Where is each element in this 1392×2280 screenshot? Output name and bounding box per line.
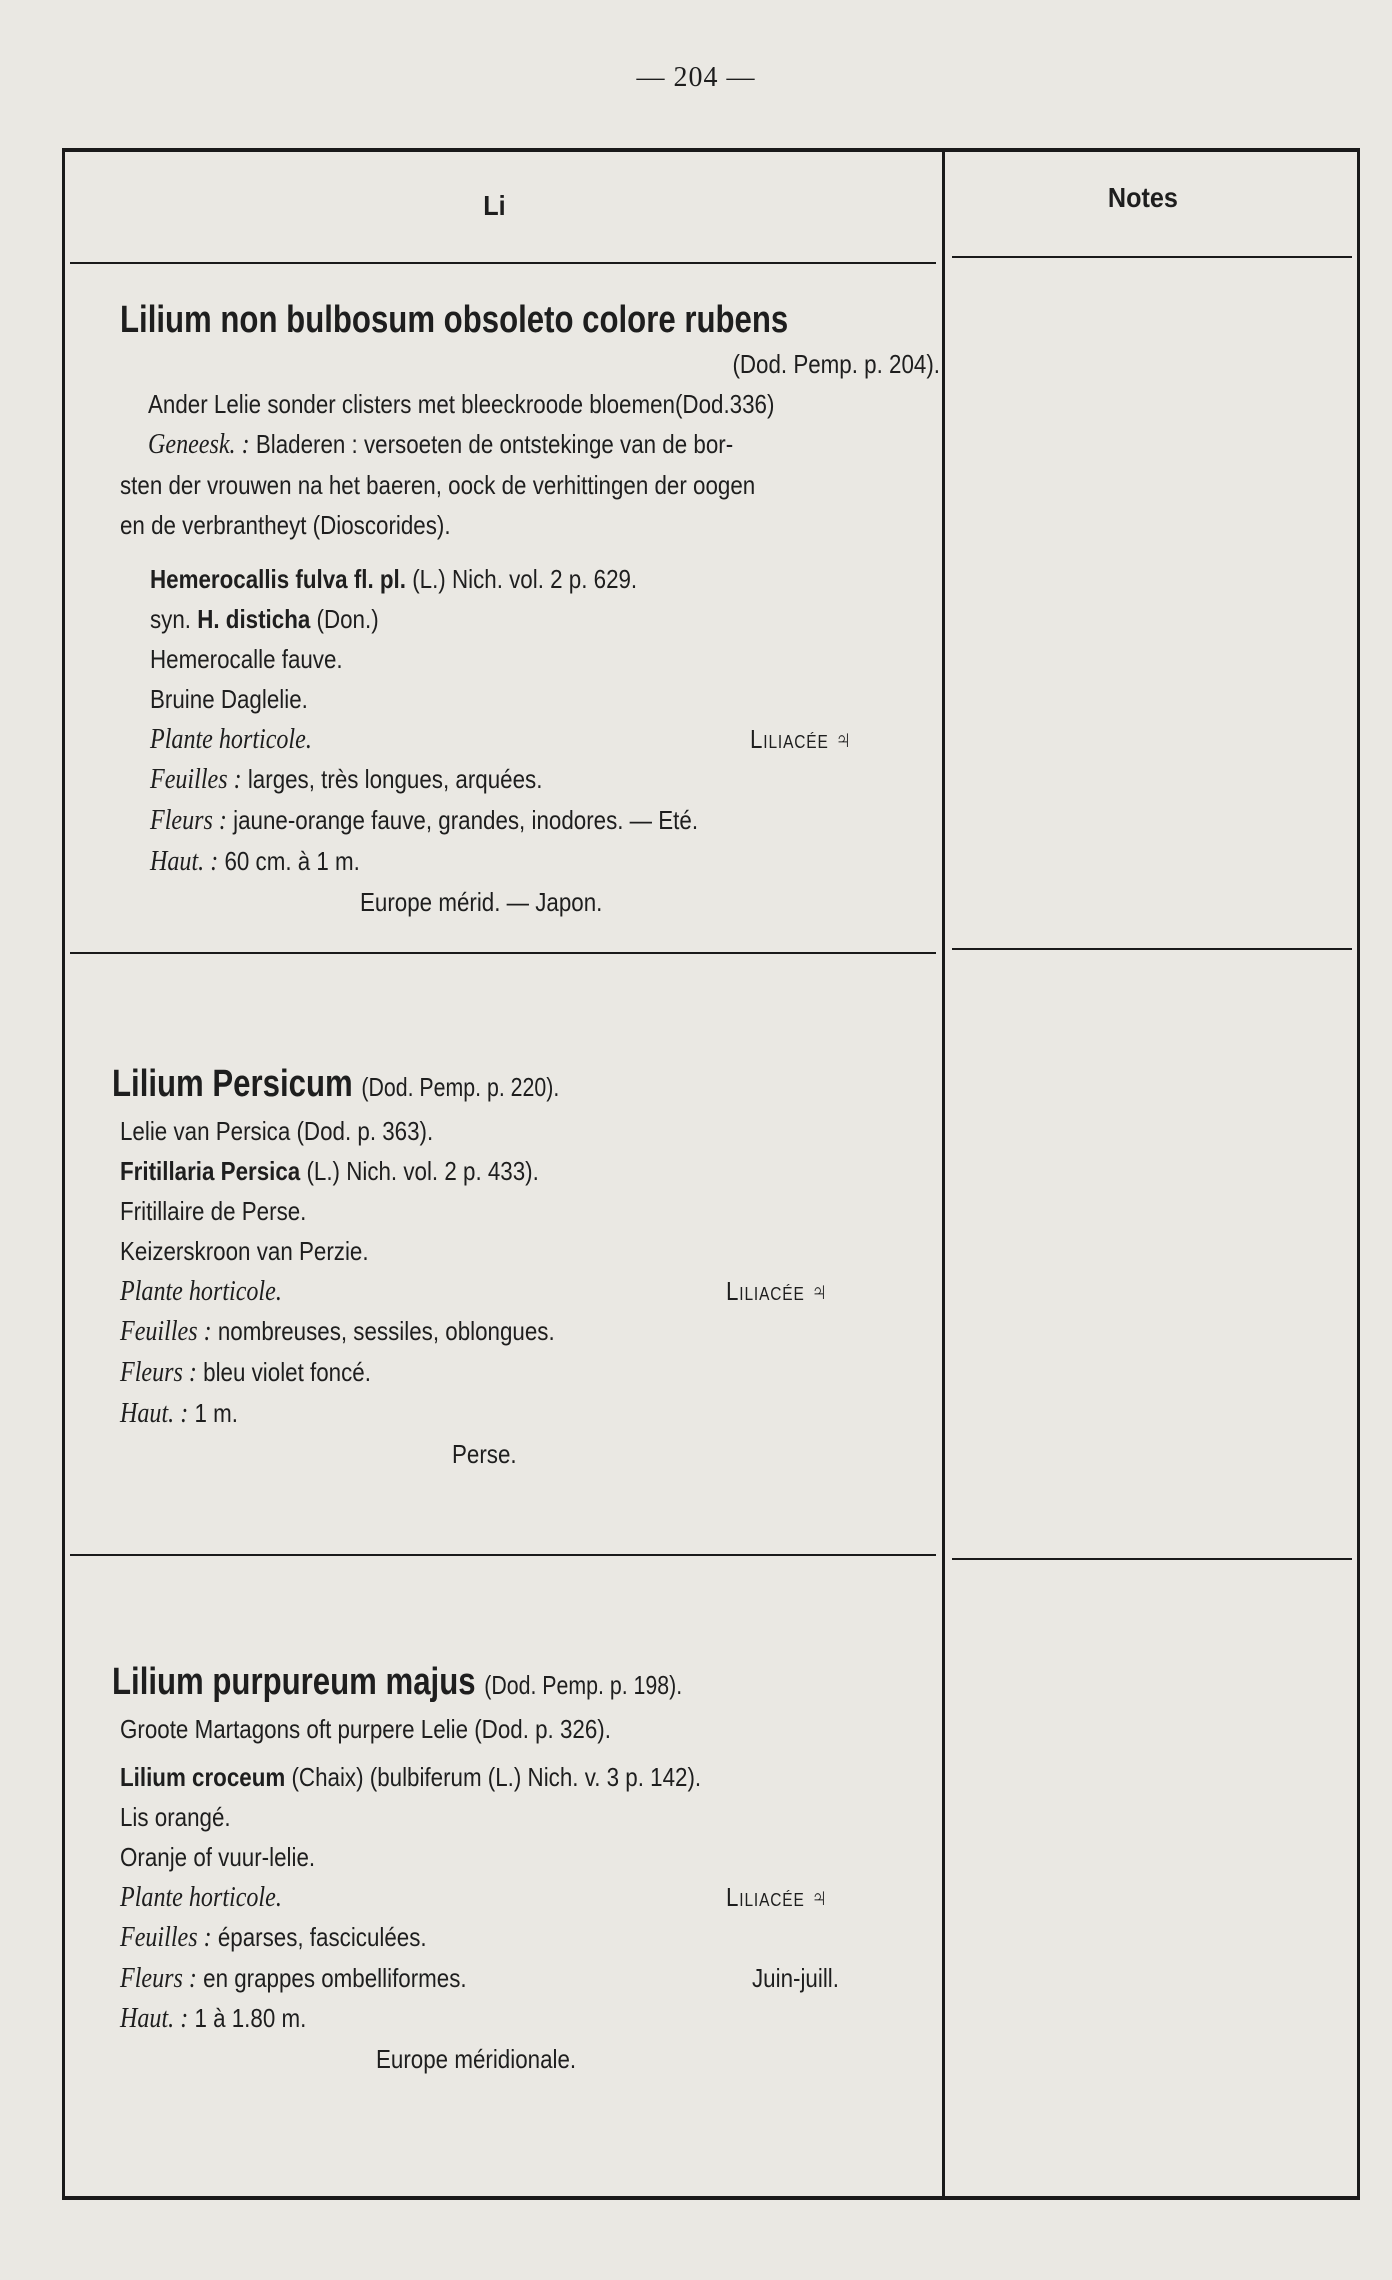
- origin-line: Europe méridionale.: [376, 2044, 577, 2074]
- common-name: Oranje of vuur-lelie.: [120, 1842, 316, 1872]
- entry-title: Lilium non bulbosum obsoleto colore rubens: [120, 299, 789, 341]
- fleurs-line: Fleurs : bleu violet foncé.: [120, 1357, 371, 1388]
- haut-line: Haut. : 1 m.: [120, 1398, 238, 1429]
- haut-line: Haut. : 60 cm. à 1 m.: [150, 846, 360, 877]
- common-name: Bruine Daglelie.: [150, 684, 308, 714]
- fleurs-line: Fleurs : jaune-orange fauve, grandes, inodores. — Eté.: [150, 805, 699, 836]
- entry-2: [112, 1060, 992, 1474]
- flowering-period: Juin-juill.: [752, 1963, 839, 1993]
- common-name: Keizerskroon van Perzie.: [120, 1236, 369, 1266]
- feuilles-line: Feuilles : nombreuses, sessiles, oblongues.: [120, 1316, 555, 1347]
- fleurs-line: Fleurs : en grappes ombelliformes.: [120, 1963, 467, 1994]
- table-left-border: [62, 148, 65, 2200]
- table-bottom-border: [62, 2196, 1360, 2200]
- row-rule-1-right: [952, 948, 1352, 950]
- plante-line: Plante horticole.: [120, 1882, 282, 1913]
- row-rule-2-right: [952, 1558, 1352, 1560]
- row-rule-1-left: [70, 952, 936, 954]
- entry-line: en de verbrantheyt (Dioscorides).: [120, 510, 451, 540]
- header-notes: Notes: [1107, 182, 1178, 213]
- synonym-line: Hemerocallis fulva fl. pl. (L.) Nich. vol. 2 p. 629.: [150, 564, 638, 594]
- entry-line: Geneesk. : Bladeren : versoeten de ontstekinge van de bor-: [148, 429, 734, 460]
- entry-title-ref: (Dod. Pemp. p. 204).: [732, 349, 940, 379]
- family-label: Liliacée ♃: [726, 1882, 828, 1912]
- family-label: Liliacée ♃: [726, 1276, 828, 1306]
- entry-line: sten der vrouwen na het baeren, oock de verhittingen der oogen: [120, 470, 756, 500]
- entry-1: [120, 296, 1000, 922]
- synonym-line: Fritillaria Persica (L.) Nich. vol. 2 p. 433).: [120, 1156, 539, 1186]
- common-name: Fritillaire de Perse.: [120, 1196, 307, 1226]
- synonym-line-2: syn. H. disticha (Don.): [150, 604, 379, 634]
- feuilles-line: Feuilles : larges, très longues, arquées.: [150, 764, 543, 795]
- entry-line: Ander Lelie sonder clisters met bleeckroode bloemen(Dod.336): [148, 389, 775, 419]
- row-rule-2-left: [70, 1554, 936, 1556]
- origin-line: Europe mérid. — Japon.: [360, 887, 603, 917]
- entry-line: Lelie van Persica (Dod. p. 363).: [120, 1116, 434, 1146]
- geneesk-label: Geneesk. :: [148, 429, 250, 460]
- entry-3: [112, 1658, 992, 2079]
- feuilles-line: Feuilles : éparses, fasciculées.: [120, 1922, 427, 1953]
- common-name: Lis orangé.: [120, 1802, 231, 1832]
- header-rule-left: [70, 262, 936, 264]
- herbarium-table: [62, 148, 1360, 2200]
- common-name: Hemerocalle fauve.: [150, 644, 343, 674]
- header-left: Li: [483, 190, 506, 221]
- plante-line: Plante horticole.: [150, 724, 312, 755]
- entry-line: Groote Martagons oft purpere Lelie (Dod. p. 326).: [120, 1714, 611, 1744]
- entry-title: Lilium purpureum majus (Dod. Pemp. p. 198).: [112, 1661, 683, 1703]
- plante-line: Plante horticole.: [120, 1276, 282, 1307]
- family-label: Liliacée ♃: [750, 724, 852, 754]
- table-right-border: [1357, 148, 1360, 2200]
- haut-line: Haut. : 1 à 1.80 m.: [120, 2003, 307, 2034]
- origin-line: Perse.: [452, 1439, 517, 1469]
- header-rule-right: [952, 256, 1352, 258]
- table-top-border: [62, 148, 1360, 152]
- entry-title: Lilium Persicum (Dod. Pemp. p. 220).: [112, 1063, 560, 1105]
- page-number: — 204 —: [636, 62, 756, 93]
- synonym-line: Lilium croceum (Chaix) (bulbiferum (L.) Nich. v. 3 p. 142).: [120, 1762, 702, 1792]
